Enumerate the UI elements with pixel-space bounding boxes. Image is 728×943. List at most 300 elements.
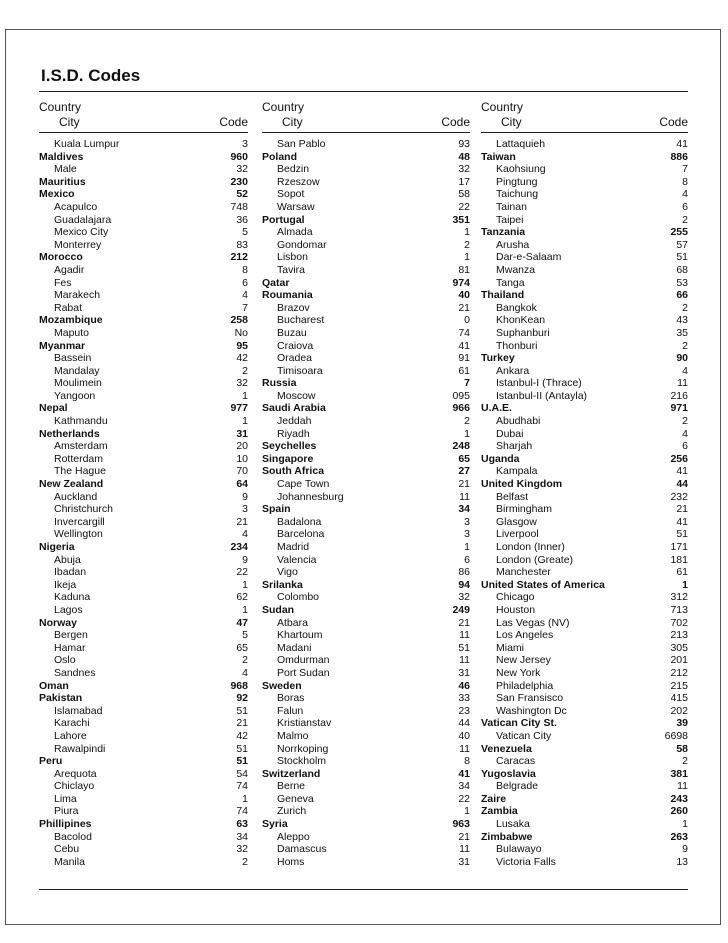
- city-row: [39, 516, 248, 529]
- city-name: Abudhabi: [496, 415, 541, 428]
- city-row: [39, 214, 248, 227]
- country-row: [39, 428, 248, 441]
- city-name: Brazov: [277, 301, 310, 314]
- city-name: Belgrade: [496, 780, 539, 793]
- dial-code: 11: [459, 654, 470, 667]
- city-name: Falun: [277, 704, 304, 717]
- dial-code: 974: [452, 276, 470, 289]
- city-row: [262, 163, 470, 176]
- country-row: [262, 768, 470, 781]
- country-row: [39, 755, 248, 768]
- city-name: Guadalajara: [54, 213, 112, 226]
- city-name: Yangoon: [54, 389, 96, 402]
- city-name: Bangkok: [496, 301, 537, 314]
- city-row: [39, 352, 248, 365]
- dial-code: 1: [464, 251, 470, 264]
- dial-code: 39: [676, 717, 688, 730]
- country-name: Netherlands: [39, 427, 100, 440]
- dial-code: 3: [464, 515, 470, 528]
- dial-code: 212: [230, 251, 248, 264]
- country-name: Zimbabwe: [481, 830, 533, 843]
- city-name: Caracas: [496, 755, 536, 768]
- dial-code: 91: [458, 352, 470, 365]
- dial-code: 6698: [664, 729, 688, 742]
- country-row: [481, 478, 688, 491]
- title-rule: [39, 91, 688, 92]
- dial-code: 6: [682, 200, 688, 213]
- city-name: Philadelphia: [496, 679, 554, 692]
- city-row: [262, 516, 470, 529]
- city-name: Kristianstav: [277, 717, 332, 730]
- country-row: [481, 793, 688, 806]
- city-row: [262, 541, 470, 554]
- country-row: [481, 402, 688, 415]
- city-row: [481, 188, 688, 201]
- city-row: [39, 629, 248, 642]
- country-name: Mozambique: [39, 314, 103, 327]
- city-row: [262, 843, 470, 856]
- dial-code: 966: [452, 402, 470, 415]
- city-row: [39, 768, 248, 781]
- dial-code: 216: [670, 389, 688, 402]
- city-name: Timisoara: [277, 364, 323, 377]
- country-row: [39, 680, 248, 693]
- dial-code: 22: [458, 792, 470, 805]
- city-row: [481, 755, 688, 768]
- city-row: [262, 390, 470, 403]
- city-row: [262, 856, 470, 869]
- dial-code: 6: [682, 440, 688, 453]
- dial-code: 51: [676, 528, 688, 541]
- dial-code: 2: [242, 364, 248, 377]
- country-row: [262, 289, 470, 302]
- city-row: [39, 453, 248, 466]
- city-row: [262, 566, 470, 579]
- country-row: [262, 818, 470, 831]
- city-name: Kaduna: [54, 591, 91, 604]
- dial-code: 22: [236, 566, 248, 579]
- city-row: [481, 528, 688, 541]
- city-name: Vigo: [277, 566, 298, 579]
- city-row: [39, 705, 248, 718]
- city-name: Chicago: [496, 591, 535, 604]
- dial-code: 4: [682, 188, 688, 201]
- city-row: [481, 340, 688, 353]
- country-name: United Kingdom: [481, 478, 563, 491]
- city-row: [39, 805, 248, 818]
- column-subheader: [39, 115, 248, 133]
- country-name: Uganda: [481, 452, 520, 465]
- country-row: [39, 151, 248, 164]
- country-name: Srilanka: [262, 578, 303, 591]
- dial-code: 963: [452, 818, 470, 831]
- country-name: Morocco: [39, 251, 83, 264]
- bottom-rule: [39, 889, 688, 890]
- dial-code: 43: [676, 314, 688, 327]
- city-name: Lisbon: [277, 251, 308, 264]
- dial-code: 312: [670, 591, 688, 604]
- dial-code: No: [234, 326, 248, 339]
- dial-code: 61: [676, 566, 688, 579]
- city-name: Kathmandu: [54, 415, 108, 428]
- dial-code: 44: [676, 478, 688, 491]
- country-name: Saudi Arabia: [262, 402, 326, 415]
- country-name: Qatar: [262, 276, 290, 289]
- city-name: Kaohsiung: [496, 163, 546, 176]
- city-name: Cebu: [54, 843, 80, 856]
- code-column-3: [481, 100, 688, 868]
- city-name: Berne: [277, 780, 306, 793]
- city-name: Rzeszow: [277, 175, 320, 188]
- country-name: Nepal: [39, 402, 68, 415]
- city-row: [481, 138, 688, 151]
- dial-code: 34: [458, 503, 470, 516]
- dial-code: 40: [458, 289, 470, 302]
- city-name: Homs: [277, 855, 305, 868]
- country-row: [262, 440, 470, 453]
- city-name: Las Vegas (NV): [496, 616, 570, 629]
- city-row: [481, 730, 688, 743]
- city-row: [262, 743, 470, 756]
- dial-code: 41: [458, 767, 470, 780]
- dial-code: 58: [458, 188, 470, 201]
- city-name: Amsterdam: [54, 440, 108, 453]
- city-row: [262, 176, 470, 189]
- dial-code: 1: [242, 389, 248, 402]
- city-row: [481, 554, 688, 567]
- city-name: Taichung: [496, 188, 539, 201]
- city-name: Karachi: [54, 717, 90, 730]
- dial-code: 7: [682, 163, 688, 176]
- country-row: [481, 151, 688, 164]
- dial-code: 230: [230, 175, 248, 188]
- city-name: Omdurman: [277, 654, 330, 667]
- city-name: Geneva: [277, 792, 314, 805]
- city-name: Lahore: [54, 729, 87, 742]
- dial-code: 095: [452, 389, 470, 402]
- dial-code: 11: [459, 629, 470, 642]
- city-name: Norrkoping: [277, 742, 329, 755]
- city-name: Bulawayo: [496, 843, 542, 856]
- dial-code: 232: [670, 490, 688, 503]
- city-row: [39, 528, 248, 541]
- dial-code: 2: [464, 415, 470, 428]
- country-row: [39, 340, 248, 353]
- dial-code: 51: [676, 251, 688, 264]
- dial-code: 74: [236, 805, 248, 818]
- city-row: [39, 226, 248, 239]
- city-name: Mwanza: [496, 263, 536, 276]
- city-name: Badalona: [277, 515, 322, 528]
- country-row: [262, 453, 470, 466]
- city-row: [481, 377, 688, 390]
- dial-code: 10: [236, 452, 248, 465]
- city-name: Chiclayo: [54, 780, 95, 793]
- city-row: [262, 138, 470, 151]
- dial-code: 8: [242, 263, 248, 276]
- city-name: Rotterdam: [54, 452, 104, 465]
- dial-code: 9: [682, 843, 688, 856]
- dial-code: 1: [242, 415, 248, 428]
- dial-code: 243: [670, 792, 688, 805]
- dial-code: 1: [464, 226, 470, 239]
- country-name: Norway: [39, 616, 77, 629]
- city-row: [481, 654, 688, 667]
- city-name: Manila: [54, 855, 85, 868]
- country-name: Thailand: [481, 289, 525, 302]
- city-row: [39, 667, 248, 680]
- city-name: Riyadh: [277, 427, 310, 440]
- dial-code: 32: [236, 843, 248, 856]
- dial-code: 93: [458, 138, 470, 150]
- dial-code: 8: [464, 755, 470, 768]
- dial-code: 201: [670, 654, 688, 667]
- city-row: [262, 617, 470, 630]
- city-name: Khartoum: [277, 629, 323, 642]
- dial-code: 70: [236, 465, 248, 478]
- country-name: Mauritius: [39, 175, 86, 188]
- city-row: [39, 138, 248, 151]
- city-row: [481, 541, 688, 554]
- country-name: Singapore: [262, 452, 314, 465]
- dial-code: 31: [236, 427, 248, 440]
- dial-code: 1: [242, 792, 248, 805]
- city-name: Tavira: [277, 263, 306, 276]
- country-row: [39, 402, 248, 415]
- dial-code: 7: [242, 301, 248, 314]
- dial-code: 66: [676, 289, 688, 302]
- country-name: Turkey: [481, 352, 515, 365]
- dial-code: 702: [670, 616, 688, 629]
- dial-code: 58: [676, 742, 688, 755]
- dial-code: 11: [459, 843, 470, 856]
- city-row: [481, 667, 688, 680]
- dial-code: 7: [464, 377, 470, 390]
- city-row: [262, 692, 470, 705]
- city-row: [481, 440, 688, 453]
- dial-code: 3: [242, 138, 248, 150]
- country-row: [39, 478, 248, 491]
- city-row: [481, 818, 688, 831]
- dial-code: 47: [236, 616, 248, 629]
- city-name: Liverpool: [496, 528, 539, 541]
- dial-code: 64: [236, 478, 248, 491]
- city-row: [481, 214, 688, 227]
- city-name: Ikeja: [54, 578, 77, 591]
- dial-code: 3: [242, 503, 248, 516]
- city-row: [39, 642, 248, 655]
- city-name: Lattaquieh: [496, 138, 546, 150]
- country-name: Zambia: [481, 805, 518, 818]
- city-name: Abuja: [54, 553, 81, 566]
- dial-code: 8: [682, 175, 688, 188]
- column-header-city: City: [282, 115, 303, 129]
- country-name: Sudan: [262, 603, 295, 616]
- city-row: [481, 415, 688, 428]
- city-name: Dar-e-Salaam: [496, 251, 562, 264]
- city-name: Lima: [54, 792, 77, 805]
- city-row: [39, 503, 248, 516]
- country-row: [262, 277, 470, 290]
- city-name: Taipei: [496, 213, 524, 226]
- city-name: Tanga: [496, 276, 525, 289]
- city-name: Bedzin: [277, 163, 310, 176]
- city-row: [481, 705, 688, 718]
- city-row: [481, 680, 688, 693]
- code-column-2: [262, 100, 470, 868]
- city-row: [262, 554, 470, 567]
- city-row: [262, 226, 470, 239]
- dial-code: 51: [236, 742, 248, 755]
- dial-code: 21: [676, 503, 688, 516]
- country-row: [39, 692, 248, 705]
- city-name: Oslo: [54, 654, 76, 667]
- dial-code: 42: [236, 729, 248, 742]
- city-row: [481, 856, 688, 869]
- city-row: [39, 730, 248, 743]
- city-name: Mandalay: [54, 364, 100, 377]
- city-row: [481, 176, 688, 189]
- dial-code: 13: [676, 855, 688, 868]
- city-name: Fes: [54, 276, 72, 289]
- dial-code: 0: [464, 314, 470, 327]
- dial-code: 9: [242, 490, 248, 503]
- country-row: [39, 188, 248, 201]
- code-list: [39, 138, 248, 868]
- dial-code: 32: [236, 377, 248, 390]
- dial-code: 34: [236, 830, 248, 843]
- city-row: [481, 692, 688, 705]
- city-row: [39, 302, 248, 315]
- city-row: [262, 478, 470, 491]
- city-name: Bacolod: [54, 830, 92, 843]
- column-subheader: [481, 115, 688, 133]
- dial-code: 27: [458, 465, 470, 478]
- dial-code: 35: [676, 326, 688, 339]
- city-row: [39, 591, 248, 604]
- dial-code: 4: [242, 666, 248, 679]
- city-row: [39, 239, 248, 252]
- city-row: [481, 428, 688, 441]
- country-name: South Africa: [262, 465, 325, 478]
- city-row: [39, 566, 248, 579]
- city-name: Oradea: [277, 352, 313, 365]
- country-row: [481, 805, 688, 818]
- dial-code: 52: [236, 188, 248, 201]
- city-row: [262, 717, 470, 730]
- country-name: Portugal: [262, 213, 305, 226]
- city-name: Kuala Lumpur: [54, 138, 120, 150]
- city-row: [262, 302, 470, 315]
- dial-code: 17: [458, 175, 470, 188]
- city-name: Birmingham: [496, 503, 553, 516]
- dial-code: 886: [670, 150, 688, 163]
- dial-code: 212: [670, 666, 688, 679]
- city-name: Madani: [277, 641, 312, 654]
- city-row: [481, 390, 688, 403]
- dial-code: 234: [230, 541, 248, 553]
- dial-code: 21: [458, 478, 470, 491]
- country-row: [262, 579, 470, 592]
- country-row: [39, 314, 248, 327]
- city-name: Christchurch: [54, 503, 113, 516]
- city-name: Suphanburi: [496, 326, 550, 339]
- city-row: [262, 491, 470, 504]
- column-subheader: [262, 115, 470, 133]
- dial-code: 63: [236, 818, 248, 831]
- dial-code: 57: [676, 238, 688, 251]
- city-row: [262, 251, 470, 264]
- country-row: [39, 541, 248, 554]
- dial-code: 4: [242, 289, 248, 302]
- country-name: Roumania: [262, 289, 313, 302]
- city-row: [262, 428, 470, 441]
- city-name: Gondomar: [277, 238, 327, 251]
- dial-code: 32: [458, 591, 470, 604]
- city-name: Thonburi: [496, 339, 538, 352]
- dial-code: 6: [464, 553, 470, 566]
- dial-code: 22: [458, 200, 470, 213]
- city-name: Auckland: [54, 490, 98, 503]
- city-row: [39, 831, 248, 844]
- city-row: [481, 314, 688, 327]
- dial-code: 92: [236, 692, 248, 705]
- dial-code: 1: [464, 805, 470, 818]
- city-name: Glasgow: [496, 515, 537, 528]
- dial-code: 33: [458, 692, 470, 705]
- city-row: [481, 516, 688, 529]
- dial-code: 41: [458, 339, 470, 352]
- country-name: Yugoslavia: [481, 767, 536, 780]
- country-name: United States of America: [481, 578, 605, 591]
- city-name: Rawalpindi: [54, 742, 106, 755]
- column-header-country: Country: [262, 100, 305, 114]
- city-row: [262, 327, 470, 340]
- city-row: [481, 163, 688, 176]
- dial-code: 54: [236, 767, 248, 780]
- city-row: [262, 831, 470, 844]
- country-row: [262, 214, 470, 227]
- city-name: Bassein: [54, 352, 92, 365]
- dial-code: 11: [677, 377, 688, 390]
- country-name: Tanzania: [481, 226, 526, 239]
- city-name: The Hague: [54, 465, 106, 478]
- column-header-code: Code: [441, 115, 470, 129]
- dial-code: 74: [236, 780, 248, 793]
- dial-code: 263: [670, 830, 688, 843]
- city-row: [262, 188, 470, 201]
- dial-code: 32: [458, 163, 470, 176]
- dial-code: 65: [458, 452, 470, 465]
- country-name: Vatican City St.: [481, 717, 557, 730]
- dial-code: 62: [236, 591, 248, 604]
- dial-code: 748: [230, 200, 248, 213]
- city-name: Arequota: [54, 767, 97, 780]
- dial-code: 258: [230, 314, 248, 327]
- country-name: U.A.E.: [481, 402, 512, 415]
- city-row: [39, 579, 248, 592]
- dial-code: 415: [670, 692, 688, 705]
- dial-code: 46: [458, 679, 470, 692]
- city-name: Lagos: [54, 603, 83, 616]
- dial-code: 4: [242, 528, 248, 541]
- city-row: [481, 465, 688, 478]
- dial-code: 95: [236, 339, 248, 352]
- dial-code: 2: [682, 755, 688, 768]
- dial-code: 51: [458, 641, 470, 654]
- country-row: [481, 289, 688, 302]
- city-row: [481, 239, 688, 252]
